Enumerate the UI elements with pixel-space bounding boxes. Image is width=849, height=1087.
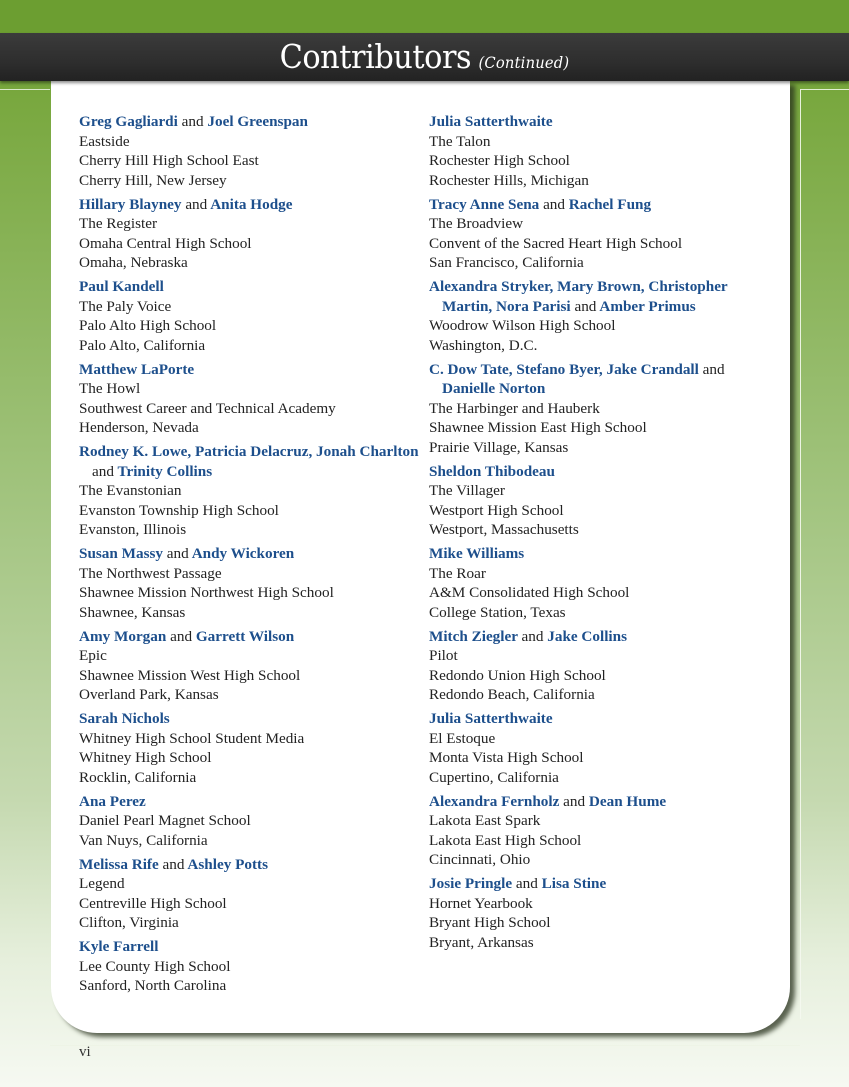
- content-panel: [51, 81, 790, 1033]
- affiliation: El Estoque: [429, 729, 496, 747]
- contributor-entry: [79, 937, 419, 996]
- affiliation: Eastside: [79, 132, 130, 150]
- location: Bryant, Arkansas: [429, 933, 534, 951]
- location: Cupertino, California: [429, 768, 559, 786]
- contributor-name: Rodney K. Lowe, Patricia Delacruz, Jonah Charlton: [79, 443, 419, 460]
- contributor-name: Dean Hume: [588, 792, 667, 810]
- contributor-entry: [429, 709, 769, 787]
- affiliation: The Roar: [429, 564, 486, 582]
- contributor-name: Julia Satterthwaite: [429, 710, 553, 727]
- contributor-name: Mike Williams: [429, 545, 525, 562]
- location: Cherry Hill, New Jersey: [79, 171, 227, 189]
- location: Sanford, North Carolina: [79, 977, 227, 994]
- affiliation: Redondo Union High School: [429, 666, 606, 684]
- contributor-names: [429, 627, 769, 647]
- contributor-names: [429, 462, 769, 482]
- location: Evanston, Illinois: [79, 521, 187, 538]
- contributor-name: Ashley Potts: [187, 855, 268, 873]
- contributor-name: Josie Pringle: [429, 875, 513, 892]
- location: Shawnee, Kansas: [79, 603, 186, 621]
- contributor-names: [79, 792, 419, 812]
- affiliation: Shawnee Mission East High School: [429, 419, 647, 436]
- contributor-entry: [79, 195, 419, 273]
- contributor-names: [429, 792, 769, 812]
- conjunction: and: [702, 360, 725, 378]
- contributor-names: [79, 195, 419, 215]
- contributor-entry: [429, 462, 769, 540]
- affiliation: Legend: [79, 875, 125, 892]
- contributor-name: Julia Satterthwaite: [429, 113, 553, 130]
- affiliation: Lee County High School: [79, 957, 231, 975]
- location: Cincinnati, Ohio: [429, 851, 531, 868]
- contributor-name: Kyle Farrell: [79, 938, 159, 955]
- affiliation: Evanston Township High School: [79, 501, 279, 519]
- contributor-names: [79, 442, 419, 481]
- contributor-entry: [429, 792, 769, 870]
- affiliation: Daniel Pearl Magnet School: [79, 812, 251, 829]
- affiliation: Whitney High School: [79, 749, 212, 766]
- contributor-entry: [79, 277, 419, 355]
- contributor-entry: [79, 360, 419, 438]
- page-number: vi: [79, 1044, 91, 1060]
- decorative-rule-right: [800, 89, 801, 1019]
- location: Clifton, Virginia: [79, 914, 179, 931]
- location: Henderson, Nevada: [79, 419, 199, 436]
- contributor-name: Joel Greenspan: [207, 113, 308, 130]
- contributor-entry: [79, 627, 419, 705]
- affiliation: The Harbinger and Hauberk: [429, 399, 600, 417]
- affiliation: Palo Alto High School: [79, 317, 217, 334]
- conjunction: and: [563, 792, 586, 810]
- contributor-name: Andy Wickoren: [191, 545, 295, 562]
- contributor-name: C. Dow Tate, Stefano Byer, Jake Crandall: [429, 360, 699, 378]
- contributor-entry: [429, 544, 769, 622]
- affiliation: Lakota East High School: [429, 831, 582, 849]
- conjunction: and: [515, 875, 538, 892]
- contributor-name: Melissa Rife: [79, 855, 159, 873]
- contributor-name: Tracy Anne Sena: [429, 195, 540, 213]
- contributor-name: Susan Massy: [79, 545, 163, 562]
- affiliation: Centreville High School: [79, 894, 227, 912]
- contributor-entry: [429, 627, 769, 705]
- affiliation: Pilot: [429, 647, 458, 664]
- contributor-names: [79, 709, 419, 729]
- title-subtitle: (Continued): [478, 53, 570, 72]
- contributor-entry: [79, 544, 419, 622]
- contributor-name: Jake Collins: [547, 627, 627, 645]
- contributor-names: [429, 874, 769, 894]
- contributor-entry: [79, 442, 419, 540]
- contributor-names: [79, 277, 419, 297]
- decorative-rule-bottom: [50, 1045, 800, 1046]
- decorative-rule-right-top: [800, 89, 849, 90]
- affiliation: Hornet Yearbook: [429, 894, 533, 912]
- contributor-name: Amy Morgan: [79, 627, 167, 645]
- contributor-entry: [79, 792, 419, 851]
- affiliation: Omaha Central High School: [79, 234, 252, 252]
- affiliation: The Northwest Passage: [79, 564, 222, 582]
- conjunction: and: [166, 545, 189, 562]
- location: Overland Park, Kansas: [79, 686, 219, 703]
- contributor-names: [429, 112, 769, 132]
- right-column: [429, 112, 769, 957]
- contributor-name: Trinity Collins: [117, 462, 213, 480]
- location: Washington, D.C.: [429, 336, 538, 354]
- contributor-names: [79, 112, 419, 132]
- affiliation: The Broadview: [429, 215, 524, 232]
- affiliation: Southwest Career and Technical Academy: [79, 399, 336, 417]
- contributor-name: Amber Primus: [599, 297, 696, 315]
- contributor-name: Alexandra Stryker, Mary Brown, Christopher Martin, Nora Parisi: [429, 278, 728, 315]
- location: Rochester Hills, Michigan: [429, 171, 589, 189]
- contributor-name: Garrett Wilson: [195, 627, 295, 645]
- location: Omaha, Nebraska: [79, 254, 188, 271]
- contributor-names: [429, 360, 769, 399]
- conjunction: and: [162, 855, 185, 873]
- left-column: [79, 112, 419, 1000]
- contributor-names: [429, 544, 769, 564]
- contributor-names: [429, 709, 769, 729]
- page-title: [280, 33, 570, 87]
- contributor-name: Danielle Norton: [442, 380, 546, 397]
- location: Prairie Village, Kansas: [429, 438, 569, 456]
- contributor-name: Sarah Nichols: [79, 710, 170, 727]
- contributor-names: [79, 937, 419, 957]
- conjunction: and: [185, 195, 208, 213]
- conjunction: and: [521, 627, 544, 645]
- location: College Station, Texas: [429, 603, 566, 621]
- contributor-names: [79, 360, 419, 380]
- contributor-names: [429, 277, 769, 316]
- contributor-names: [429, 195, 769, 215]
- contributor-entry: [429, 874, 769, 952]
- contributor-entry: [429, 195, 769, 273]
- contributor-name: Ana Perez: [79, 792, 146, 810]
- affiliation: Bryant High School: [429, 914, 551, 931]
- affiliation: A&M Consolidated High School: [429, 584, 630, 601]
- contributor-name: Anita Hodge: [210, 195, 293, 213]
- contributor-name: Alexandra Fernholz: [429, 792, 560, 810]
- affiliation: Woodrow Wilson High School: [429, 317, 616, 334]
- contributor-name: Paul Kandell: [79, 278, 164, 295]
- location: Rocklin, California: [79, 768, 197, 786]
- contributor-names: [79, 544, 419, 564]
- top-green-band: [0, 0, 849, 33]
- location: San Francisco, California: [429, 254, 584, 271]
- contributor-name: Mitch Ziegler: [429, 627, 518, 645]
- affiliation: Shawnee Mission Northwest High School: [79, 584, 334, 601]
- affiliation: Rochester High School: [429, 152, 570, 169]
- affiliation: Epic: [79, 647, 107, 664]
- location: Palo Alto, California: [79, 336, 206, 354]
- location: Van Nuys, California: [79, 831, 208, 849]
- conjunction: and: [92, 462, 114, 480]
- affiliation: Convent of the Sacred Heart High School: [429, 234, 683, 252]
- conjunction: and: [181, 113, 204, 130]
- contributor-entry: [79, 709, 419, 787]
- contributor-name: Hillary Blayney: [79, 195, 182, 213]
- contributor-entry: [429, 112, 769, 190]
- contributor-entry: [79, 112, 419, 190]
- contributor-name: Matthew LaPorte: [79, 360, 195, 378]
- page-header: [0, 33, 849, 81]
- affiliation: The Paly Voice: [79, 297, 172, 315]
- location: Westport, Massachusetts: [429, 521, 579, 538]
- affiliation: Cherry Hill High School East: [79, 152, 259, 169]
- affiliation: The Howl: [79, 380, 141, 397]
- affiliation: The Evanstonian: [79, 482, 182, 499]
- affiliation: The Talon: [429, 132, 491, 150]
- contributor-names: [79, 627, 419, 647]
- contributor-entry: [429, 277, 769, 355]
- contributor-name: Lisa Stine: [541, 875, 607, 892]
- affiliation: The Villager: [429, 482, 505, 499]
- conjunction: and: [170, 627, 193, 645]
- contributor-name: Greg Gagliardi: [79, 113, 178, 130]
- contributor-names: [79, 855, 419, 875]
- decorative-rule-left: [0, 89, 50, 90]
- affiliation: Westport High School: [429, 501, 564, 519]
- affiliation: Whitney High School Student Media: [79, 729, 305, 747]
- affiliation: Shawnee Mission West High School: [79, 666, 301, 684]
- contributor-entry: [79, 855, 419, 933]
- contributor-entry: [429, 360, 769, 458]
- affiliation: Lakota East Spark: [429, 812, 541, 829]
- location: Redondo Beach, California: [429, 686, 595, 703]
- conjunction: and: [543, 195, 565, 213]
- affiliation: The Register: [79, 215, 158, 232]
- contributor-name: Rachel Fung: [568, 195, 652, 213]
- affiliation: Monta Vista High School: [429, 749, 584, 766]
- conjunction: and: [574, 297, 597, 315]
- title-text: Contributors: [279, 37, 472, 76]
- contributor-name: Sheldon Thibodeau: [429, 462, 555, 480]
